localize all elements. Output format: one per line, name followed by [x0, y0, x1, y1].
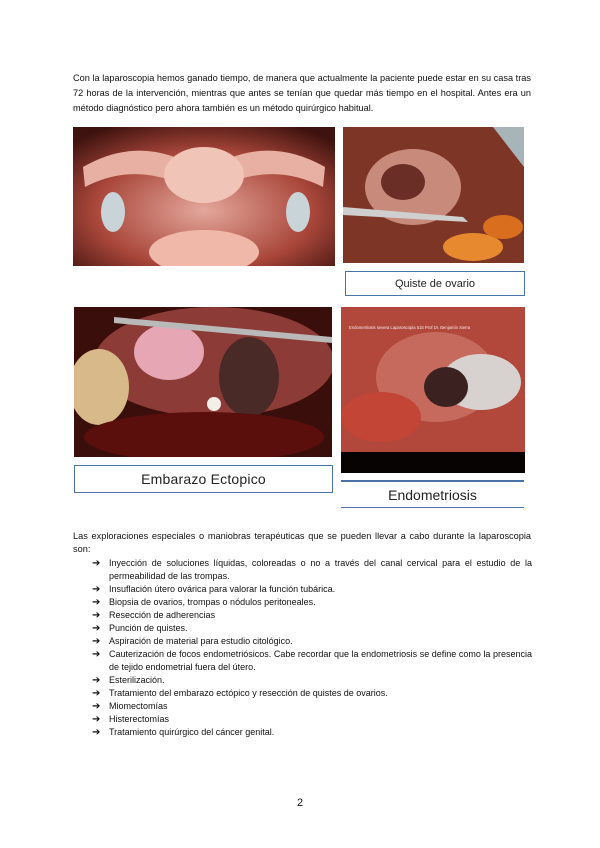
list-item-text: Miomectomías: [109, 701, 168, 711]
list-item: [92, 648, 532, 674]
list-item: [92, 700, 532, 713]
list-item: [92, 583, 532, 596]
list-item-text: Punción de quistes.: [109, 623, 188, 633]
endometriosis-caption-rule: [341, 480, 524, 482]
list-item: [92, 596, 532, 609]
list-item-text: Insuflación útero ovárica para valorar la función tubárica.: [109, 584, 336, 594]
procedure-list: [92, 557, 532, 739]
photo-endometriosis: [341, 307, 525, 473]
arrow-icon: ➔: [92, 727, 101, 738]
list-item: [92, 674, 532, 687]
caption-ectopic-pregnancy: Embarazo Ectopico: [74, 465, 333, 493]
list-item-text: Esterilización.: [109, 675, 165, 685]
caption-endometriosis: Endometriosis: [341, 483, 524, 508]
arrow-icon: ➔: [92, 636, 101, 647]
intro-paragraph: Con la laparoscopia hemos ganado tiempo, de manera que actualmente la paciente puede estar en su casa tras 72 horas de la intervención, mientras que antes se tenían que quedar más tiempo en el hospital. Antes era un método diagnóstico pero ahora también es un método quirúrgico habitual.: [73, 73, 531, 113]
arrow-icon: ➔: [92, 701, 101, 712]
arrow-icon: ➔: [92, 584, 101, 595]
list-item: [92, 609, 532, 622]
list-item-text: Tratamiento quirúrgico del cáncer genital.: [109, 727, 275, 737]
arrow-icon: ➔: [92, 688, 101, 699]
list-item-text: Tratamiento del embarazo ectópico y resección de quistes de ovarios.: [109, 688, 388, 698]
arrow-icon: ➔: [92, 649, 101, 660]
arrow-icon: ➔: [92, 623, 101, 634]
arrow-icon: ➔: [92, 610, 101, 621]
photo-ectopic-pregnancy: [74, 307, 332, 457]
list-item-text: Resección de adherencias: [109, 610, 216, 620]
section-intro: Las exploraciones especiales o maniobras terapéuticas que se pueden llevar a cabo durante la laparoscopia son:: [73, 531, 531, 554]
photo-ovarian-cyst: [343, 127, 524, 263]
arrow-icon: ➔: [92, 558, 101, 569]
photo-uterus-tubes: [73, 127, 335, 266]
arrow-icon: ➔: [92, 714, 101, 725]
list-item: [92, 726, 532, 739]
list-item: [92, 622, 532, 635]
list-item: [92, 635, 532, 648]
photo-watermark-text: Endometriosis severa Laparoscopia 515 Prof Dr. Benjamín Sierra: [349, 325, 471, 330]
list-item-text: Cauterización de focos endometriósicos. Cabe recordar que la endometriosis se define como la presencia de tejido endometrial fuera del útero.: [109, 649, 532, 672]
list-item: [92, 687, 532, 700]
list-item: [92, 713, 532, 726]
list-item-text: Aspiración de material para estudio citológico.: [109, 636, 293, 646]
arrow-icon: ➔: [92, 675, 101, 686]
list-item-text: Inyección de soluciones líquidas, coloreadas o no a través del canal cervical para el estudio de la permeabilidad de las trompas.: [109, 558, 532, 581]
list-item: [92, 557, 532, 583]
list-item-text: Histerectomías: [109, 714, 170, 724]
list-item-text: Biopsia de ovarios, trompas o nódulos peritoneales.: [109, 597, 316, 607]
arrow-icon: ➔: [92, 597, 101, 608]
caption-ovarian-cyst: Quiste de ovario: [345, 271, 525, 296]
page-number: 2: [296, 797, 304, 809]
